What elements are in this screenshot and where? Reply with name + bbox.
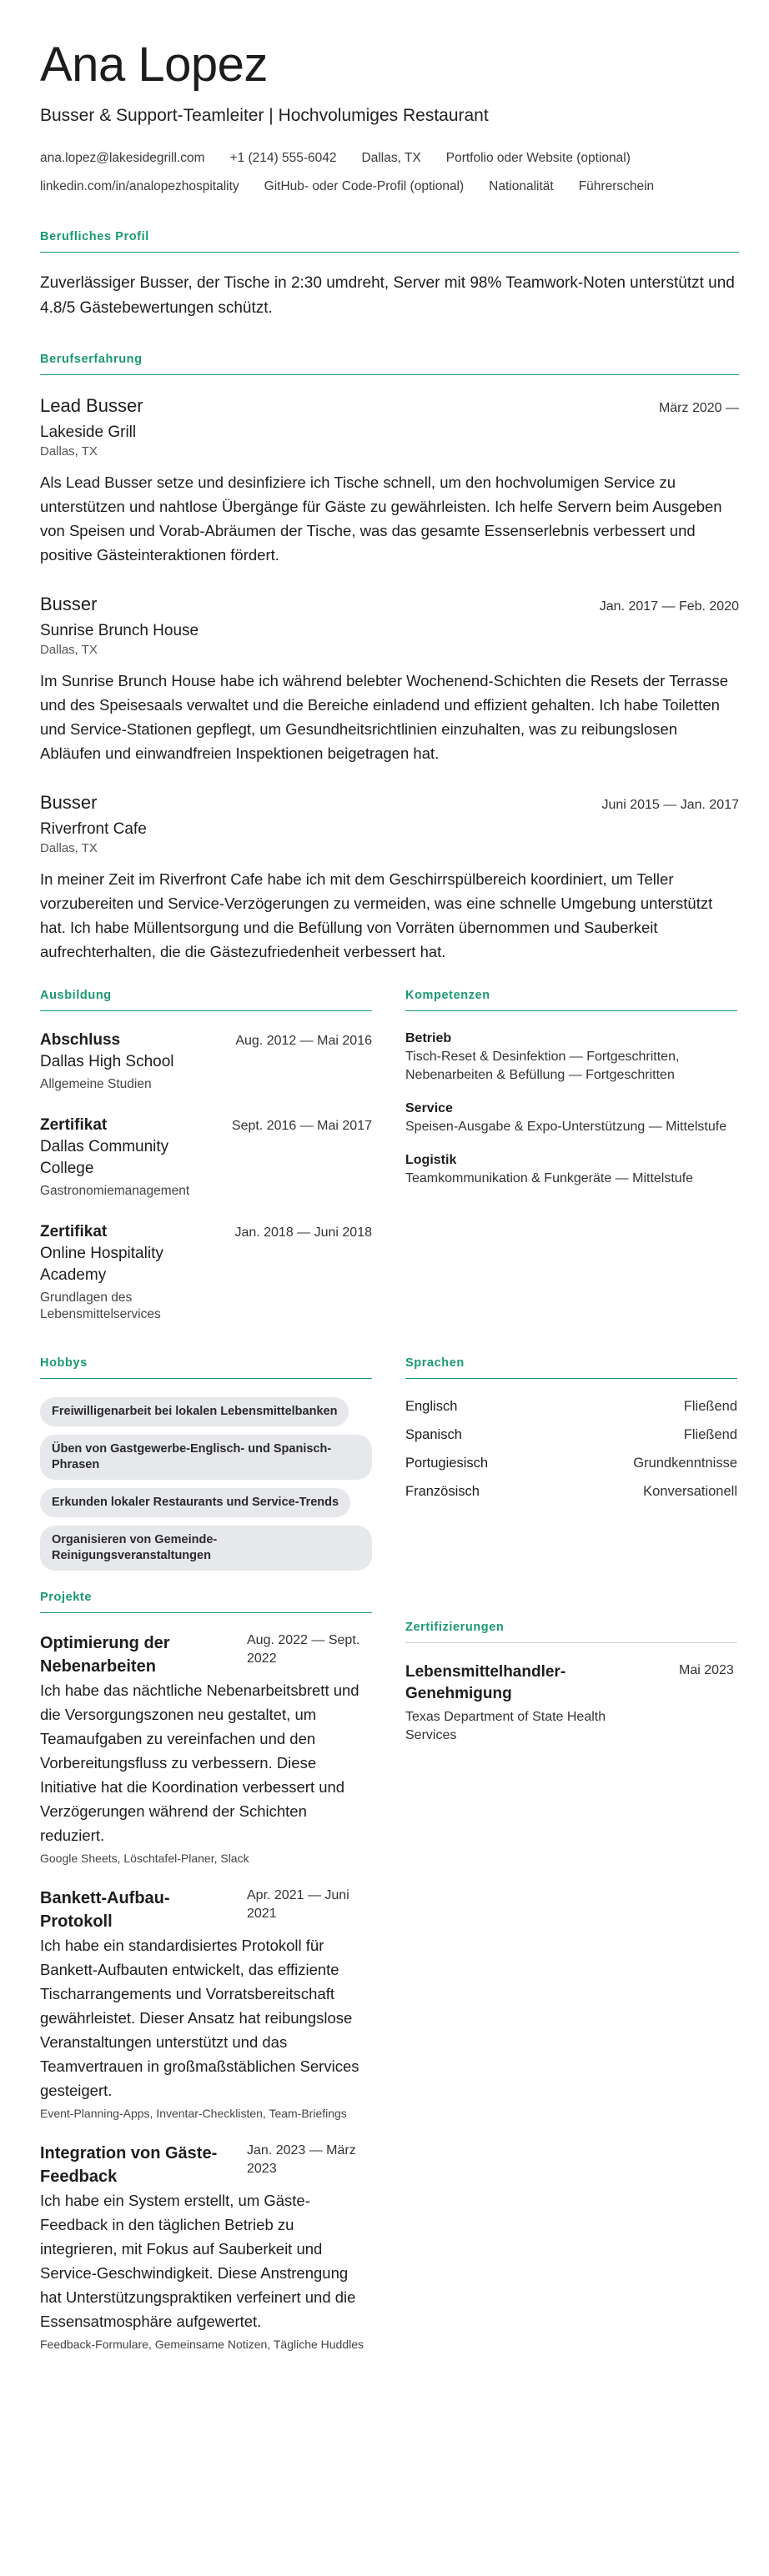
language-row — [405, 1397, 737, 1416]
skill-items: Teamkommunikation & Funkgeräte — Mittelstufe — [405, 1171, 694, 1185]
job-title: Busser — [40, 792, 98, 813]
job-dates: Jan. 2017 — Feb. 2020 — [599, 599, 739, 614]
language-name: Englisch — [405, 1399, 458, 1414]
project-tools: Google Sheets, Löschtafel-Planer, Slack — [40, 1852, 249, 1865]
job-company: Lakeside Grill — [40, 423, 137, 441]
skills-section-title: Kompetenzen — [405, 989, 737, 1011]
experience-section-title: Berufserfahrung — [40, 353, 739, 375]
candidate-name: Ana Lopez — [40, 38, 268, 92]
education-type: Zertifikat — [40, 1116, 108, 1134]
hobby-chip: Erkunden lokaler Restaurants und Service-Trends — [40, 1488, 350, 1517]
contact-linkedin[interactable]: linkedin.com/in/analopezhospitality — [40, 179, 239, 193]
experience-section — [40, 353, 739, 964]
education-entry — [40, 1115, 372, 1200]
contact-list — [40, 150, 732, 195]
project-dates: Apr. 2021 — Juni 2021 — [247, 1888, 349, 1921]
education-school: Dallas High School — [40, 1053, 174, 1070]
job-location: Dallas, TX — [40, 841, 98, 855]
language-row — [405, 1454, 737, 1472]
hobbies-section — [40, 1356, 372, 1579]
job-entry — [40, 393, 739, 567]
skill-category: Betrieb — [405, 1031, 452, 1045]
project-dates: Jan. 2023 — März 2023 — [247, 2143, 356, 2176]
hobby-chip: Üben von Gastgewerbe-Englisch- und Spanisch-Phrasen — [40, 1435, 372, 1480]
language-name: Französisch — [405, 1484, 480, 1499]
education-entry — [40, 1221, 372, 1323]
project-dates: Aug. 2022 — Sept. 2022 — [247, 1633, 360, 1666]
certification-entry — [405, 1661, 737, 1745]
project-tools: Feedback-Formulare, Gemeinsame Notizen, Tägliche Huddles — [40, 2338, 364, 2351]
project-tools: Event-Planning-Apps, Inventar-Checklisten, Team-Briefings — [40, 2107, 347, 2120]
contact-nationality: Nationalität — [489, 179, 554, 193]
certifications-section — [405, 1591, 737, 2373]
language-row — [405, 1482, 737, 1501]
job-entry — [40, 790, 739, 964]
contact-location: Dallas, TX — [361, 151, 421, 165]
job-entry — [40, 592, 739, 765]
education-section — [40, 989, 372, 1345]
skill-category: Service — [405, 1101, 453, 1115]
job-description: Als Lead Busser setze und desinfiziere ich Tische schnell, um den hochvolumigen Service zu unterstützen und nahtlose Übergänge für Gäste zu gewährleisten. Ich helfe Servern beim Ausgeben von Speisen und Vorab-Abräumen der Tische, was das gesamte Essenserlebnis verbessert und positive Gästeinteraktionen fördert. — [40, 474, 722, 564]
certification-name: Lebensmittelhandler-Genehmigung — [405, 1663, 566, 1702]
language-level: Fließend — [683, 1427, 737, 1442]
education-dates: Sept. 2016 — Mai 2017 — [231, 1119, 372, 1133]
project-description: Ich habe das nächtliche Nebenarbeitsbrett und die Versorgungszonen neu gestaltet, um Teamaufgaben zu vereinfachen und den Vorbereitungsfluss zu verbessern. Diese Initiative hat die Koordination verbessert und Verzögerungen während der Schichten reduziert. — [40, 1681, 359, 1844]
contact-github[interactable]: GitHub- oder Code-Profil (optional) — [264, 179, 465, 193]
job-location: Dallas, TX — [40, 643, 98, 657]
education-dates: Aug. 2012 — Mai 2016 — [235, 1034, 372, 1048]
project-entry — [40, 2142, 372, 2353]
job-description: In meiner Zeit im Riverfront Cafe habe ich mit dem Geschirrspülbereich koordiniert, um Teller vorzubereiten und Service-Verzögerungen zu vermeiden, was eine schnelle Umgebung unterstützt hat. Ich habe Müllentsorgung und die Befüllung von Vorräten übernommen und Sauberkeit aufrechterhalten, die die Gästezufriedenheit verbessert hat. — [40, 870, 713, 960]
skill-group — [405, 1151, 737, 1188]
hobby-chip: Organisieren von Gemeinde-Reinigungsveranstaltungen — [40, 1526, 372, 1571]
job-company: Riverfront Cafe — [40, 820, 147, 838]
languages-section — [405, 1356, 737, 1579]
job-title: Busser — [40, 594, 98, 614]
contact-website[interactable]: Portfolio oder Website (optional) — [445, 151, 631, 165]
education-dates: Jan. 2018 — Juni 2018 — [234, 1225, 372, 1240]
contact-email[interactable]: ana.lopez@lakesidegrill.com — [40, 151, 205, 165]
skill-group — [405, 1100, 737, 1136]
job-title: Lead Busser — [40, 395, 143, 416]
languages-section-title: Sprachen — [405, 1356, 737, 1379]
project-entry — [40, 1887, 372, 2122]
language-row — [405, 1426, 737, 1444]
skill-category: Logistik — [405, 1153, 457, 1167]
education-school: Online Hospitality Academy — [40, 1245, 163, 1284]
resume-header — [40, 37, 739, 195]
project-description: Ich habe ein System erstellt, um Gäste-Feedback in den täglichen Betrieb zu integrieren, mit Fokus auf Sauberkeit und Service-Geschwindigkeit. Diese Anstrengung hat Unterstützungspraktiken verfeinert und die Essensatmosphäre aufgewertet. — [40, 2192, 356, 2330]
education-type: Zertifikat — [40, 1223, 108, 1240]
job-dates: Juni 2015 — Jan. 2017 — [601, 798, 739, 812]
project-entry — [40, 1631, 372, 1867]
profile-summary: Zuverlässiger Busser, der Tische in 2:30 umdreht, Server mit 98% Teamwork-Noten unterstützt und 4.8/5 Gästebewertungen schützt. — [40, 274, 735, 317]
job-dates: März 2020 — — [658, 401, 739, 415]
job-location: Dallas, TX — [40, 444, 98, 459]
education-section-title: Ausbildung — [40, 989, 372, 1011]
education-skills-row — [40, 989, 739, 1345]
project-name: Integration von Gäste-Feedback — [40, 2144, 218, 2186]
skills-section — [405, 989, 737, 1345]
certifications-section-title: Zertifizierungen — [405, 1621, 737, 1643]
profile-section — [40, 230, 739, 321]
language-level: Fließend — [683, 1399, 737, 1414]
profile-section-title: Berufliches Profil — [40, 230, 739, 253]
job-description: Im Sunrise Brunch House habe ich während belebter Wochenend-Schichten die Resets der Terrasse und des Speisesaals verwaltet und die Bereiche einladend und effizient gehalten. Ich habe Toiletten und Service-Stationen gepflegt, um Gesundheitsrichtlinien einzuhalten, was zu reibungslosen Abläufen und einwandfreien Inspektionen beigetragen hat. — [40, 672, 729, 762]
projects-section-title: Projekte — [40, 1591, 372, 1613]
skill-items: Tisch-Reset & Desinfektion — Fortgeschritten, Nebenarbeiten & Befüllung — Fortgeschritten — [405, 1050, 680, 1082]
language-name: Portugiesisch — [405, 1456, 489, 1471]
candidate-headline: Busser & Support-Teamleiter | Hochvolumiges Restaurant — [40, 106, 489, 125]
education-field: Grundlagen des Lebensmittelservices — [40, 1291, 161, 1321]
certification-issuer: Texas Department of State Health Services — [405, 1710, 606, 1742]
contact-phone[interactable]: +1 (214) 555-6042 — [229, 151, 337, 165]
job-company: Sunrise Brunch House — [40, 622, 199, 639]
project-name: Optimierung der Nebenarbeiten — [40, 1634, 170, 1676]
hobby-list — [40, 1397, 372, 1579]
skill-group — [405, 1030, 737, 1085]
education-field: Gastronomiemanagement — [40, 1184, 190, 1198]
projects-certifications-row — [40, 1591, 739, 2373]
contact-license: Führerschein — [578, 179, 655, 193]
hobby-chip: Freiwilligenarbeit bei lokalen Lebensmittelbanken — [40, 1397, 349, 1426]
education-school: Dallas Community College — [40, 1138, 169, 1177]
project-description: Ich habe ein standardisiertes Protokoll für Bankett-Aufbauten entwickelt, das effiziente Tischarrangements und Vorratsbereitschaft gewährleistet. Dieser Ansatz hat reibungslose Veranstaltungen unterstützt und das Teamvertrauen in großmaßstäblichen Services gesteigert. — [40, 1937, 359, 2099]
language-level: Grundkenntnisse — [633, 1456, 737, 1471]
projects-section — [40, 1591, 372, 2373]
education-entry — [40, 1030, 372, 1093]
certification-date: Mai 2023 — [679, 1663, 734, 1677]
project-name: Bankett-Aufbau-Protokoll — [40, 1889, 170, 1931]
hobbies-languages-row — [40, 1356, 739, 1579]
language-level: Konversationell — [643, 1484, 737, 1499]
hobbies-section-title: Hobbys — [40, 1356, 372, 1379]
skill-items: Speisen-Ausgabe & Expo-Unterstützung — Mittelstufe — [405, 1120, 727, 1134]
language-name: Spanisch — [405, 1427, 462, 1442]
education-field: Allgemeine Studien — [40, 1077, 152, 1091]
education-type: Abschluss — [40, 1031, 121, 1049]
